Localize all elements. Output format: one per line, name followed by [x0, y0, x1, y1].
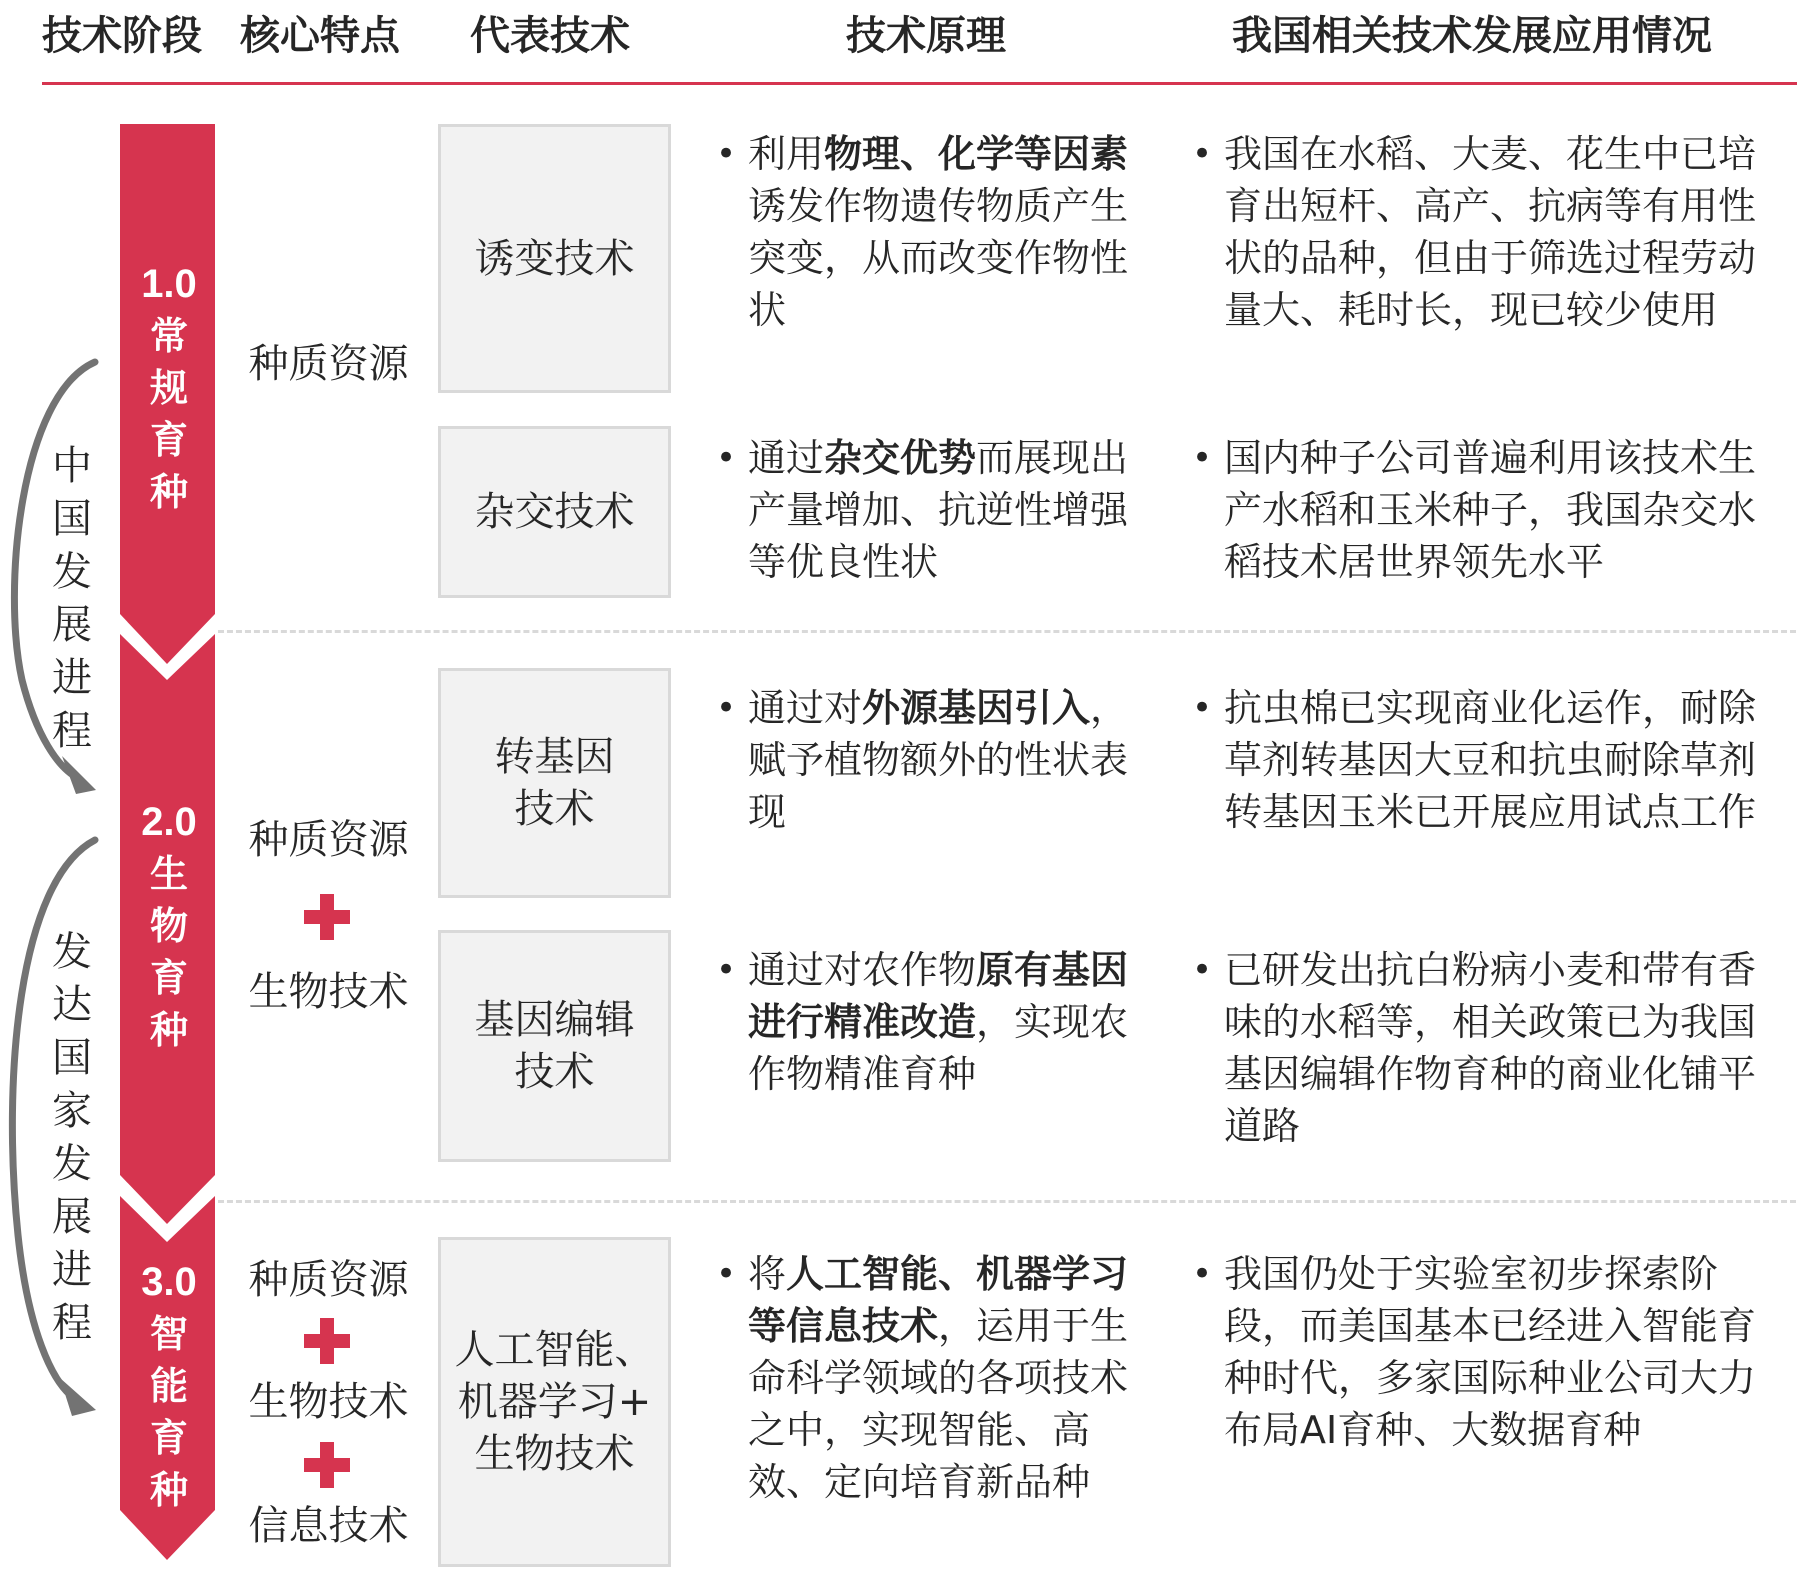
- stage-label-2: 2.0 生 物 育 种: [141, 800, 197, 1052]
- plus-icon: [302, 1316, 352, 1366]
- side-arrowhead-developed: [60, 1378, 96, 1416]
- application-ai-breeding: • 我国仍处于实验室初步探索阶段，而美国基本已经进入智能育种时代，多家国际种业公司大力布局AI育种、大数据育种: [1192, 1252, 1757, 1452]
- stage-label-1: 1.0 常 规 育 种: [141, 262, 197, 514]
- header-core: 核心特点: [240, 13, 400, 59]
- stage-divider-1: [218, 630, 1796, 633]
- header-stage: 技术阶段: [42, 13, 202, 59]
- core-feature-3c: 信息技术: [248, 1503, 409, 1549]
- application-hybridization: • 国内种子公司普遍利用该技术生产水稻和玉米种子，我国杂交水稻技术居世界领先水平: [1192, 436, 1757, 584]
- principle-transgenic: • 通过对外源基因引入，赋予植物额外的性状表现: [716, 686, 1129, 834]
- stage-divider-2: [218, 1200, 1796, 1203]
- side-label-developed: 发 达 国 家 发 展 进 程: [52, 929, 92, 1346]
- tech-box-hybridization: 杂交技术: [438, 426, 671, 598]
- header-divider: [42, 82, 1797, 85]
- header-tech: 代表技术: [470, 13, 630, 59]
- header-china: 我国相关技术发展应用情况: [1232, 13, 1712, 59]
- core-feature-1: 种质资源: [248, 341, 409, 387]
- core-feature-2b: 生物技术: [248, 969, 409, 1015]
- application-transgenic: • 抗虫棉已实现商业化运作，耐除草剂转基因大豆和抗虫耐除草剂转基因玉米已开展应用试点工作: [1192, 686, 1757, 834]
- stage-label-3: 3.0 智 能 育 种: [141, 1260, 197, 1512]
- core-feature-2a: 种质资源: [248, 817, 409, 863]
- principle-ai-breeding: • 将人工智能、机器学习等信息技术，运用于生命科学领域的各项技术之中，实现智能、高效、定向培育新品种: [716, 1252, 1129, 1504]
- header-principle: 技术原理: [846, 13, 1006, 59]
- core-feature-3a: 种质资源: [248, 1257, 409, 1303]
- tech-box-ai-breeding: 人工智能、 机器学习+ 生物技术: [438, 1237, 671, 1567]
- core-feature-3b: 生物技术: [248, 1379, 409, 1425]
- plus-icon: [302, 1440, 352, 1490]
- application-gene-editing: • 已研发出抗白粉病小麦和带有香味的水稻等，相关政策已为我国基因编辑作物育种的商业化铺平道路: [1192, 948, 1757, 1148]
- tech-box-mutagenesis: 诱变技术: [438, 124, 671, 393]
- tech-box-gene-editing: 基因编辑 技术: [438, 930, 671, 1162]
- plus-icon: [302, 892, 352, 942]
- tech-box-transgenic: 转基因 技术: [438, 668, 671, 898]
- principle-gene-editing: • 通过对农作物原有基因进行精准改造，实现农作物精准育种: [716, 948, 1129, 1096]
- principle-hybridization: • 通过杂交优势而展现出产量增加、抗逆性增强等优良性状: [716, 436, 1129, 584]
- principle-mutagenesis: • 利用物理、化学等因素诱发作物遗传物质产生突变，从而改变作物性状: [716, 132, 1129, 332]
- side-label-china: 中 国 发 展 进 程: [52, 443, 92, 754]
- application-mutagenesis: • 我国在水稻、大麦、花生中已培育出短杆、高产、抗病等有用性状的品种，但由于筛选过程劳动量大、耗时长，现已较少使用: [1192, 132, 1757, 332]
